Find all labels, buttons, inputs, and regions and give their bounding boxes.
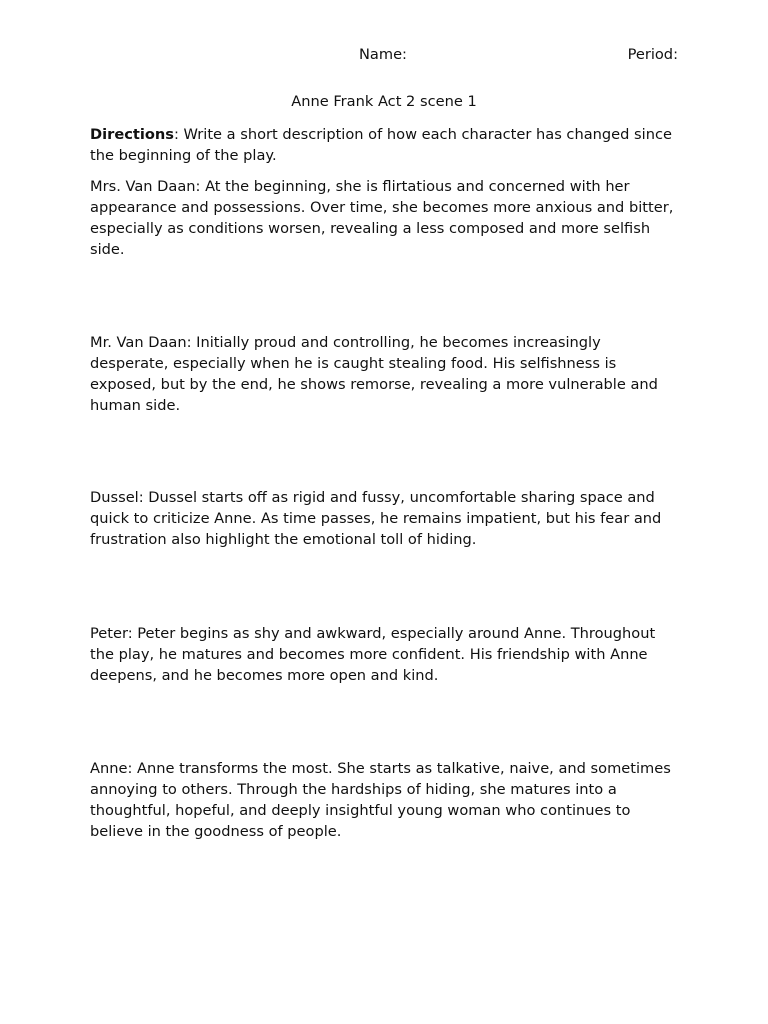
directions-paragraph xyxy=(90,124,682,166)
character-entry-peter: Peter: Peter begins as shy and awkward, especially around Anne. Throughout the play, he matures and becomes more confident. His friendship with Anne deepens, and he becomes more open and kind. xyxy=(90,625,656,684)
document-title: Anne Frank Act 2 scene 1 xyxy=(291,93,477,110)
character-entry-dussel: Dussel: Dussel starts off as rigid and fussy, uncomfortable sharing space and quick to criticize Anne. As time passes, he remains impatient, but his fear and frustration also highlight the emotional toll of hiding. xyxy=(90,489,662,548)
directions-text: : Write a short description of how each character has changed since the beginning of the play. xyxy=(90,126,672,164)
character-entry-anne: Anne: Anne transforms the most. She starts as talkative, naive, and sometimes annoying to others. Through the hardships of hiding, she matures into a thoughtful, hopeful, and deeply insightful young woman who continues to believe in the goodness of people. xyxy=(90,760,671,840)
header-line xyxy=(0,46,768,66)
period-label: Period: xyxy=(627,46,678,63)
name-label: Name: xyxy=(359,46,407,63)
character-entry-mr-van-daan: Mr. Van Daan: Initially proud and controlling, he becomes increasingly desperate, especially when he is caught stealing food. His selfishness is exposed, but by the end, he shows remorse, revealing a more vulnerable and human side. xyxy=(90,334,658,414)
directions-label: Directions xyxy=(90,126,174,143)
character-entry-mrs-van-daan: Mrs. Van Daan: At the beginning, she is flirtatious and concerned with her appearance and possessions. Over time, she becomes more anxious and bitter, especially as conditions worsen, revealing a less composed and more selfish side. xyxy=(90,178,674,258)
